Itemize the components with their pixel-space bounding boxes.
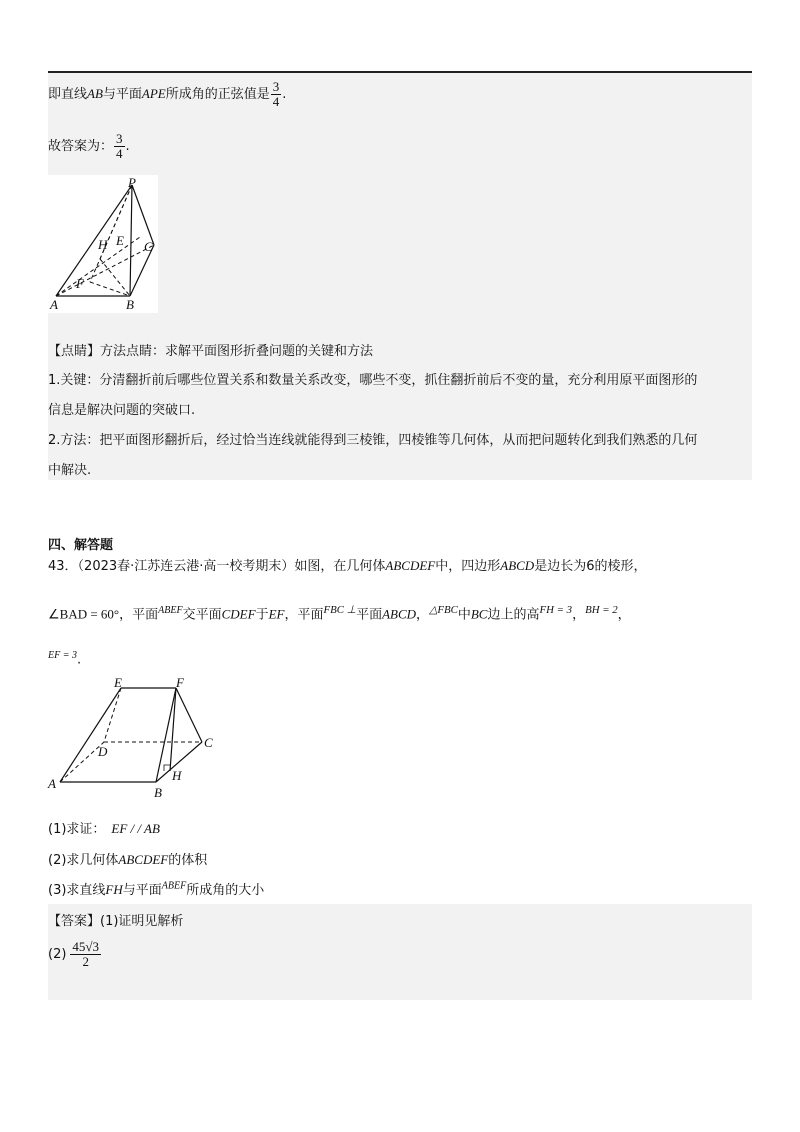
text: 即直线 [48, 87, 88, 102]
text: (3)求直线 [48, 883, 106, 898]
math-BH: BH = 2 [585, 604, 618, 616]
label-H: H [172, 768, 182, 783]
section-title: 四、解答题 [48, 538, 114, 553]
answer-2 [48, 940, 102, 969]
text: 中，四边形 [435, 559, 501, 574]
math-APE: APE [141, 86, 166, 101]
subquestion-2 [48, 849, 207, 868]
text: 的体积 [168, 853, 208, 868]
text: . [282, 87, 287, 102]
note-p1-line1: 1.关键：分清翻折前后哪些位置关系和数量关系改变，哪些不变，抓住翻折前后不变的量，充分利用原平面图形的 [48, 373, 698, 388]
math-ABCD: ABCD [382, 606, 417, 622]
pyramid-figure [48, 175, 158, 313]
text: ， [572, 607, 586, 623]
note-p2-line2: 中解决. [48, 463, 92, 478]
question-number: 43． [48, 559, 78, 574]
text: 于 [255, 607, 269, 623]
text: 与平面 [122, 883, 162, 898]
label-D: D [98, 744, 108, 759]
numerator: 3 [116, 131, 123, 146]
text: 与平面 [102, 87, 142, 102]
text: 交平面 [182, 607, 222, 623]
question-43-line-3 [48, 650, 81, 667]
label-H: H [98, 237, 108, 252]
math-EF-3: EF = 3 [48, 650, 77, 661]
question-43-line-2 [48, 603, 631, 622]
math-ABCD: ABCD [500, 558, 535, 573]
math-BC: BC [470, 606, 488, 622]
text: (2)求几何体 [48, 853, 119, 868]
math-AB: AB [87, 86, 103, 101]
numerator: 45√3 [72, 939, 100, 954]
text: 边上的高 [487, 607, 540, 623]
math-ABEF: ABEF [161, 880, 187, 892]
math-ABCDEF: ABCDEF [385, 558, 436, 573]
text: (1)求证： [48, 822, 106, 837]
math-EF-parallel-AB: EF / / AB [111, 821, 160, 836]
intro-line-1 [48, 80, 286, 109]
text: ， [416, 607, 430, 623]
fraction-answer-volume [70, 940, 101, 969]
text: ，平面 [119, 607, 159, 623]
fraction-3-4 [114, 132, 125, 161]
text: 故答案为： [48, 139, 114, 154]
math-ABCDEF: ABCDEF [118, 852, 169, 867]
math-angle: ∠BAD = 60° [48, 606, 120, 622]
math-FBC-perp: FBC ⊥ [323, 604, 357, 616]
text: 所成角的正弦值是 [165, 87, 270, 102]
text: 平面 [356, 607, 383, 623]
denominator: 4 [116, 146, 123, 161]
label-F: F [76, 276, 84, 291]
math-CDEF: CDEF [221, 606, 256, 622]
text: (2) [48, 947, 67, 962]
label-C: C [204, 735, 213, 750]
math-ABEF: ABEF [158, 605, 183, 616]
text: （2023春·江苏连云港·高一校考期末）如图，在几何体 [77, 559, 386, 574]
text: . [125, 139, 130, 154]
label-E: E [114, 676, 122, 690]
denominator: 2 [82, 954, 89, 969]
math-FH: FH [105, 882, 123, 897]
fraction-3-4 [271, 80, 282, 109]
label-F: F [176, 676, 184, 690]
label-A: A [50, 297, 58, 312]
math-EF: EF [268, 606, 285, 622]
label-A: A [48, 776, 56, 791]
note-p2-line1: 2.方法：把平面图形翻折后，经过恰当连线就能得到三棱锥，四棱锥等几何体，从而把问题转化到我们熟悉的几何 [48, 433, 698, 448]
text: ， [617, 607, 631, 623]
label-E: E [116, 233, 124, 248]
label-P: P [128, 175, 136, 190]
label-B: B [154, 785, 162, 800]
question-43-line-1 [48, 555, 646, 574]
intro-line-2 [48, 132, 130, 161]
math-FH: FH = 3 [539, 604, 573, 616]
subquestion-1 [48, 818, 160, 837]
polyhedron-figure [46, 676, 226, 802]
label-B: B [126, 297, 134, 312]
text: 所成角的大小 [186, 883, 265, 898]
text: 中 [457, 607, 471, 623]
note-title: 【点睛】方法点睛：求解平面图形折叠问题的关键和方法 [48, 344, 374, 359]
text: . [76, 652, 82, 668]
answer-label: 【答案】(1)证明见解析 [48, 914, 184, 929]
text: 是边长为6的棱形， [534, 559, 647, 574]
numerator: 3 [272, 79, 280, 94]
denominator: 4 [272, 94, 280, 109]
math-triangle-FBC: △FBC [429, 604, 458, 616]
note-p1-line2: 信息是解决问题的突破口. [48, 403, 196, 418]
subquestion-3 [48, 879, 264, 898]
text: ，平面 [284, 607, 324, 623]
label-C: C [144, 239, 153, 254]
